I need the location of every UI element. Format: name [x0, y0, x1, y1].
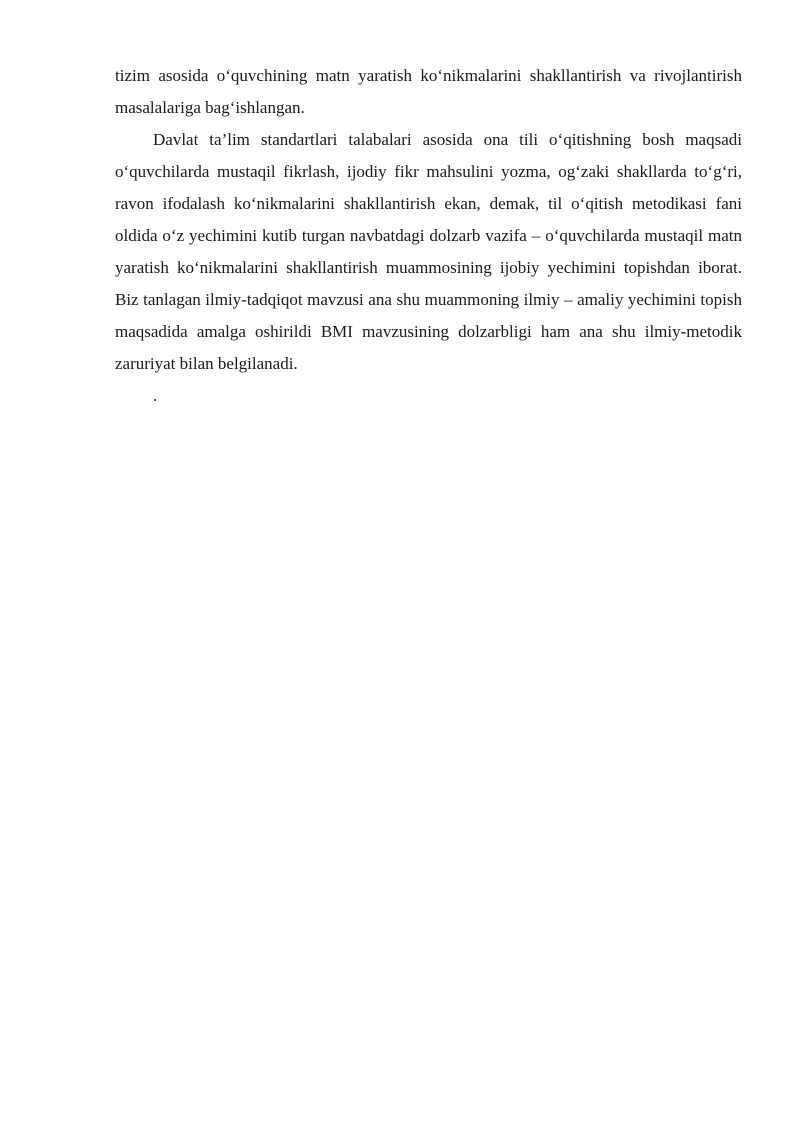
paragraph-main: Davlat ta’lim standartlari talabalari asosida ona tili o‘qitishning bosh maqsadi o‘quvchilarda mustaqil fikrlash, ijodiy fikr mahsulini yozma, og‘zaki shakllarda to‘g‘ri, ravon ifodalash ko‘nikmalarini shakllantirish ekan, demak, til o‘qitish metodikasi fani oldida o‘z yechimini kutib turgan navbatdagi dolzarb vazifa – o‘quvchilarda mustaqil matn yaratish ko‘nikmalarini shakllantirish muammosining ijobiy yechimini topishdan iborat. Biz tanlagan ilmiy-tadqiqot mavzusi ana shu muammoning ilmiy – amaliy yechimini topish maqsadida amalga oshirildi BMI mavzusining dolzarbligi ham ana shu ilmiy-metodik zaruriyat bilan belgilanadi.	[115, 130, 742, 373]
trailing-period: .	[153, 386, 158, 405]
paragraph-continuation: tizim asosida o‘quvchining matn yaratish ko‘nikmalarini shakllantirish va rivojlantirish masalalariga bag‘ishlangan.	[115, 66, 742, 117]
document-body	[115, 60, 742, 412]
